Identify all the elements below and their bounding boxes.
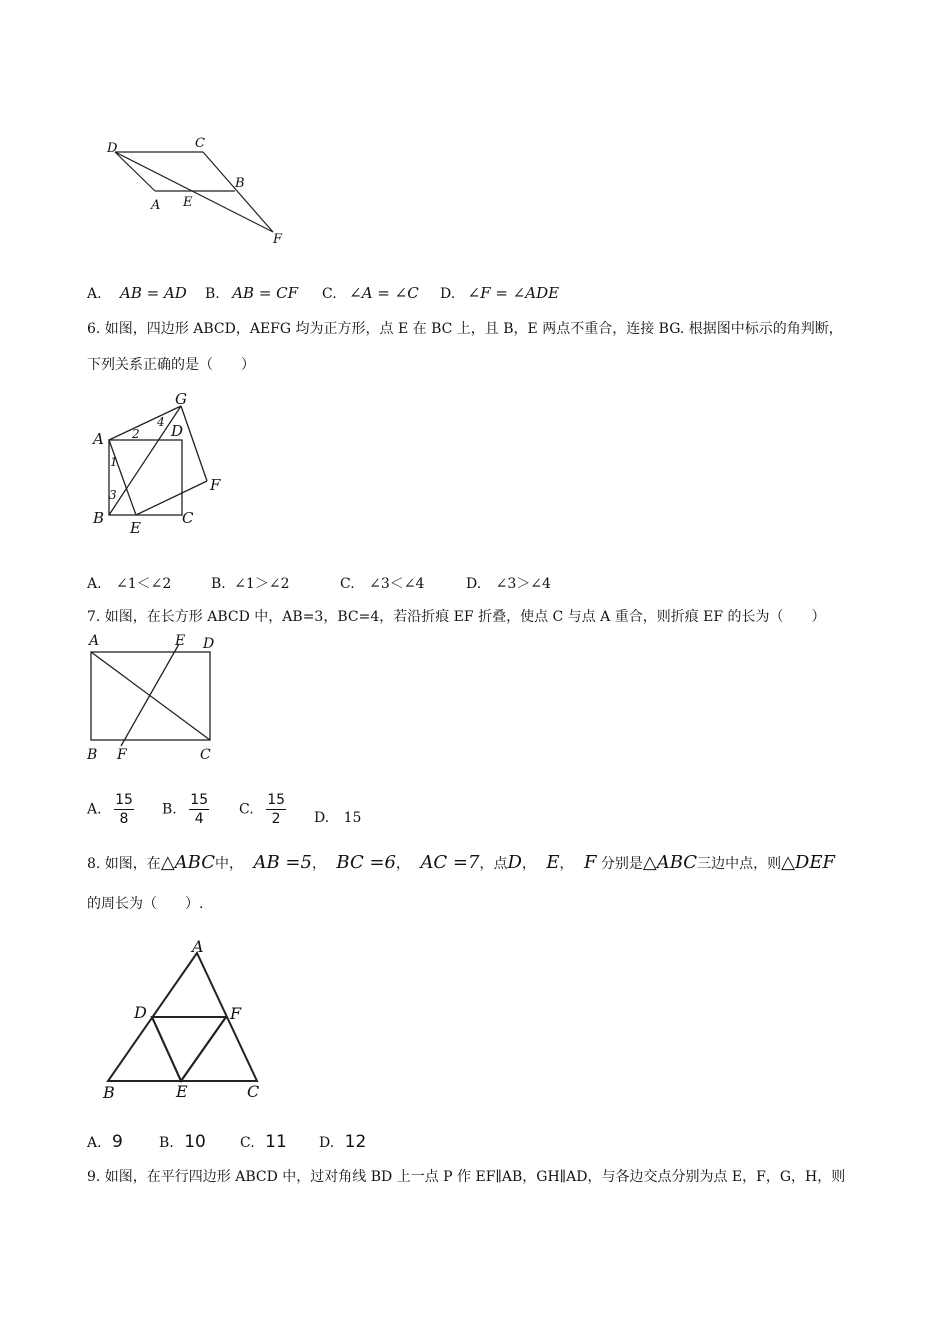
q7-option-b <box>162 792 209 827</box>
q5-option-b-letter: B. <box>205 286 220 302</box>
q8-stem-mid4: 三边中点，则 <box>697 856 782 872</box>
q7-line-ac <box>91 652 210 740</box>
q6-label-a: A <box>93 430 104 448</box>
q8-option-a-letter: A. <box>87 1135 102 1151</box>
q8-label-a: A <box>192 937 204 956</box>
q5-option-a-text: AB = AD <box>120 284 187 302</box>
q5-option-c <box>322 284 419 302</box>
q8-label-e: E <box>176 1082 188 1101</box>
q7-option-b-num: 15 <box>190 792 209 808</box>
q7-option-a-fraction <box>114 792 134 827</box>
q8-option-d-text: 12 <box>344 1132 367 1152</box>
q6-option-c-letter: C. <box>340 576 355 592</box>
q7-label-a: A <box>89 633 100 649</box>
q8-stem-prefix: 8. 如图，在 <box>87 856 161 872</box>
q5-line-da <box>115 152 155 191</box>
q5-label-e: E <box>183 195 193 210</box>
q7-option-a-letter: A. <box>87 801 102 818</box>
q8-option-b-letter: B. <box>159 1135 174 1151</box>
q8-label-c: C <box>247 1082 260 1101</box>
q8-label-d: D <box>134 1003 147 1022</box>
q7-option-b-den: 4 <box>194 811 204 827</box>
q8-line-de-outer <box>152 1017 181 1081</box>
q6-label-d: D <box>171 422 184 440</box>
q6-stem-line2: 下列关系正确的是（ ） <box>87 357 255 373</box>
q8-figure <box>95 935 275 1105</box>
q6-option-b <box>211 573 289 593</box>
q9-stem: 9. 如图，在平行四边形 ABCD 中，过对角线 BD 上一点 P 作 EF∥AB，GH∥AD，与各边交点分别为点 E，F，G，H，则 <box>87 1169 846 1185</box>
q8-stem-mid3: 分别是 <box>600 856 643 872</box>
q8-option-c <box>240 1132 287 1152</box>
q6-option-a <box>87 573 171 593</box>
q6-figure <box>85 388 235 538</box>
q8-triangle-def <box>152 1017 226 1081</box>
q8-point-d: D <box>507 852 522 873</box>
q6-angle-4: 4 <box>157 415 165 429</box>
q5-line-df <box>115 152 273 232</box>
q8-stem-line2: 的周长为（ ）. <box>87 896 204 912</box>
q7-label-b: B <box>87 747 98 763</box>
q7-option-d-text: 15 <box>343 810 362 826</box>
q5-option-d <box>440 284 559 302</box>
q8-sep-4: ， <box>559 856 574 872</box>
q6-line-gf <box>181 406 207 481</box>
q8-bc: BC =6 <box>336 852 396 873</box>
q8-stem-line1 <box>87 852 835 873</box>
q8-label-f: F <box>230 1004 242 1023</box>
q8-option-a <box>87 1132 123 1152</box>
q8-option-b-text: 10 <box>184 1132 206 1152</box>
q6-stem-line1: 6. 如图，四边形 ABCD，AEFG 均为正方形，点 E 在 BC 上，且 B，E 两点不重合，连接 BG. 根据图中标示的角判断， <box>87 321 843 337</box>
q8-point-e: E <box>546 852 560 873</box>
q7-line-ef <box>121 644 179 746</box>
q6-option-d-letter: D. <box>466 576 482 592</box>
q8-option-d <box>319 1132 366 1152</box>
q6-option-b-text: ∠1＞∠2 <box>234 576 290 592</box>
q8-ac: AC =7 <box>420 852 480 873</box>
q7-option-a-den: 8 <box>119 811 129 827</box>
q7-option-a-num: 15 <box>115 792 133 808</box>
q7-option-b-letter: B. <box>162 801 177 818</box>
q5-label-f: F <box>273 232 283 247</box>
q7-stem: 7. 如图，在长方形 ABCD 中，AB=3，BC=4，若沿折痕 EF 折叠，使点 C 与点 A 重合，则折痕 EF 的长为（ ） <box>87 609 826 625</box>
q8-option-c-text: 11 <box>265 1132 287 1152</box>
q7-option-c-num: 15 <box>267 792 286 808</box>
q8-label-b: B <box>103 1083 115 1102</box>
q6-label-g: G <box>175 390 187 408</box>
q6-label-b: B <box>93 509 105 527</box>
q5-option-d-letter: D. <box>440 286 456 302</box>
q7-option-d <box>314 810 361 826</box>
q5-label-b: B <box>235 176 245 191</box>
q5-option-c-text: ∠A = ∠C <box>349 284 419 302</box>
q6-label-f: F <box>210 476 221 494</box>
q5-line-cf <box>203 152 273 232</box>
q8-sep-3: ， <box>521 856 536 872</box>
q6-option-c <box>340 573 424 593</box>
q7-label-e: E <box>175 633 186 649</box>
q8-stem-mid2: ，点 <box>479 856 508 872</box>
q8-sep-1: ， <box>311 856 326 872</box>
q8-line-ef-outer <box>181 1017 226 1081</box>
q6-angle-2: 2 <box>132 427 140 441</box>
q6-label-e: E <box>130 519 141 537</box>
q5-option-a <box>87 284 187 302</box>
q8-tri-abc: △ABC <box>160 852 215 873</box>
q5-option-b <box>205 284 298 302</box>
q7-option-c <box>239 792 286 827</box>
q7-option-b-fraction <box>189 792 209 827</box>
q7-label-c: C <box>200 747 211 763</box>
q6-option-a-letter: A. <box>87 576 102 592</box>
q5-option-c-letter: C. <box>322 286 337 302</box>
q7-figure <box>83 628 223 768</box>
q6-option-b-letter: B. <box>211 576 226 592</box>
q6-angle-1: 1 <box>110 455 118 469</box>
q5-option-d-text: ∠F = ∠ADE <box>467 284 560 302</box>
q8-sep-2: ， <box>395 856 410 872</box>
q6-option-d-text: ∠3＞∠4 <box>495 576 551 592</box>
q5-option-a-letter: A. <box>87 286 102 302</box>
q7-option-d-letter: D. <box>314 810 330 826</box>
q5-option-b-text: AB = CF <box>232 284 299 302</box>
q8-option-c-letter: C. <box>240 1135 255 1151</box>
q6-option-a-text: ∠1＜∠2 <box>116 576 172 592</box>
q6-line-ae <box>109 440 136 515</box>
q8-point-f: F <box>583 852 597 873</box>
q8-stem-mid1: 中， <box>215 856 243 872</box>
q8-tri-def: △DEF <box>781 852 835 873</box>
q7-label-f: F <box>117 747 127 763</box>
q7-label-d: D <box>203 636 215 652</box>
q7-option-a <box>87 792 134 827</box>
q5-figure <box>95 130 305 250</box>
q6-option-d <box>466 573 551 593</box>
q8-option-a-text: 9 <box>112 1132 123 1152</box>
q6-label-c: C <box>182 509 194 527</box>
q7-option-c-fraction <box>266 792 286 827</box>
q6-line-ef <box>136 481 207 515</box>
q8-ab: AB =5 <box>253 852 312 873</box>
q8-tri-abc-2: △ABC <box>642 852 698 873</box>
q5-label-c: C <box>195 136 205 151</box>
q7-option-c-den: 2 <box>271 811 281 827</box>
q8-option-b <box>159 1132 206 1152</box>
q6-angle-3: 3 <box>109 488 117 502</box>
q6-square-abcd <box>109 440 182 515</box>
q7-option-c-letter: C. <box>239 801 254 818</box>
q5-label-a: A <box>151 198 161 213</box>
q8-option-d-letter: D. <box>319 1135 335 1151</box>
q5-label-d: D <box>107 141 118 156</box>
q6-option-c-text: ∠3＜∠4 <box>369 576 425 592</box>
